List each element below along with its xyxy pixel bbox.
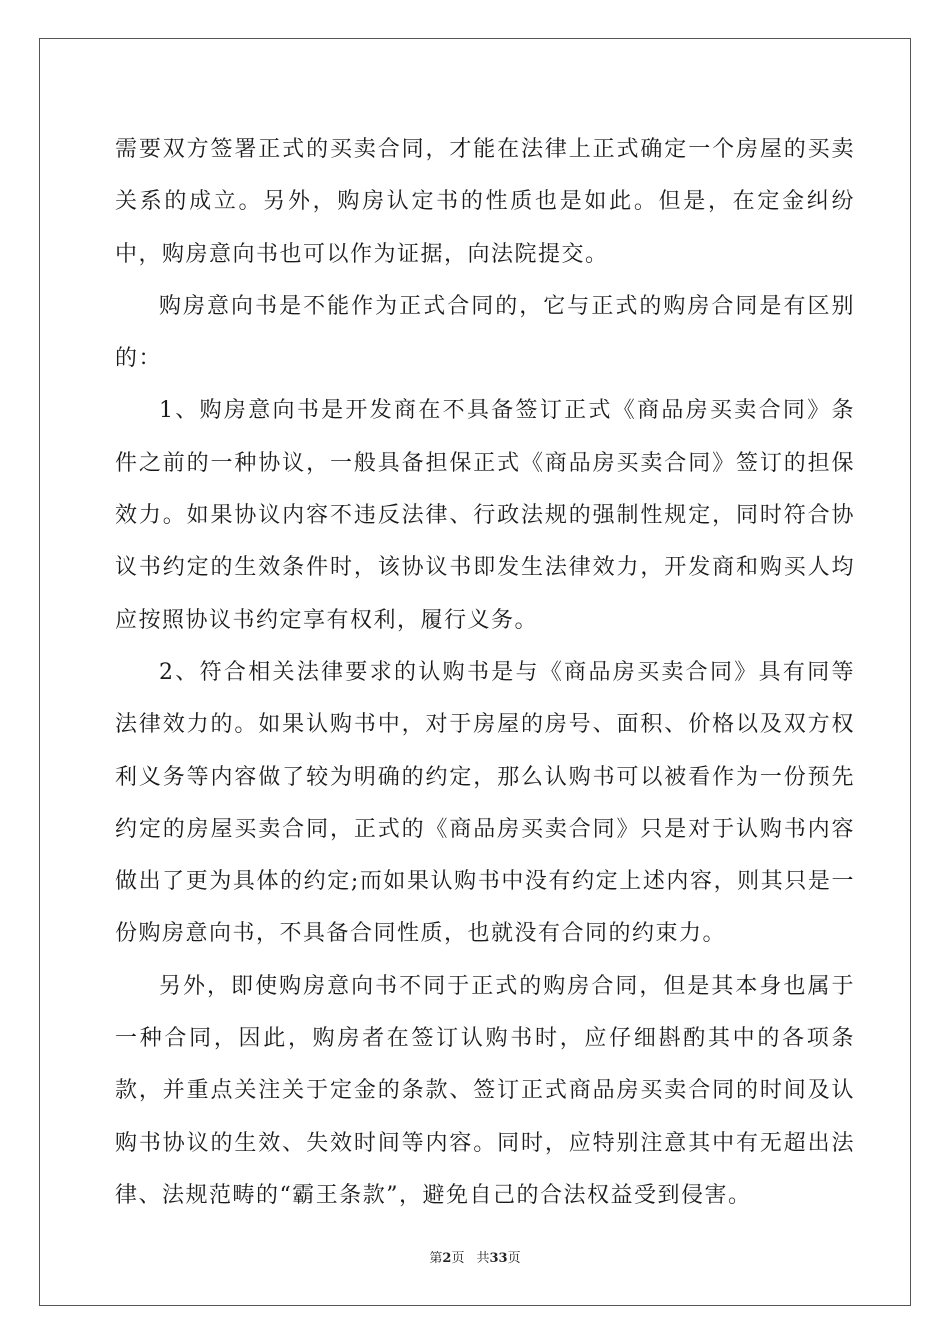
paragraph-1: 需要双方签署正式的买卖合同，才能在法律上正式确定一个房屋的买卖关系的成立。另外，购房认定书的性质也是如此。但是，在定金纠纷中，购房意向书也可以作为证据，向法院提交。 [115,137,855,267]
paragraph-5: 另外，即使购房意向书不同于正式的购房合同，但是其本身也属于一种合同，因此，购房者在签订认购书时，应仔细斟酌其中的各项条款，并重点关注关于定金的条款、签订正式商品房买卖合同的时间及认购书协议的生效、失效时间等内容。同时，应特别注意其中有无超出法律、法规范畴的“霸王条款”，避免自己的合法权益受到侵害。 [115,973,855,1208]
page-number: 2 [442,1251,452,1266]
total-pages: 33 [489,1251,508,1266]
page-suffix: 页 [451,1251,465,1266]
page-footer [0,1247,950,1266]
total-prefix: 共 [476,1251,490,1266]
total-suffix: 页 [507,1251,521,1266]
paragraph-2: 购房意向书是不能作为正式合同的，它与正式的购房合同是有区别的： [115,293,855,372]
document-body [115,124,855,1222]
paragraph-4: 2、符合相关法律要求的认购书是与《商品房买卖合同》具有同等法律效力的。如果认购书中，对于房屋的房号、面积、价格以及双方权利义务等内容做了较为明确的约定，那么认购书可以被看作为一份预先约定的房屋买卖合同，正式的《商品房买卖合同》只是对于认购书内容做出了更为具体的约定;而如果认购书中没有约定上述内容，则其只是一份购房意向书，不具备合同性质，也就没有合同的约束力。 [115,659,855,947]
paragraph-3: 1、购房意向书是开发商在不具备签订正式《商品房买卖合同》条件之前的一种协议，一般具备担保正式《商品房买卖合同》签订的担保效力。如果协议内容不违反法律、行政法规的强制性规定，同时符合协议书约定的生效条件时，该协议书即发生法律效力，开发商和购买人均应按照协议书约定享有权利，履行义务。 [115,398,855,633]
page-prefix: 第 [429,1251,443,1266]
